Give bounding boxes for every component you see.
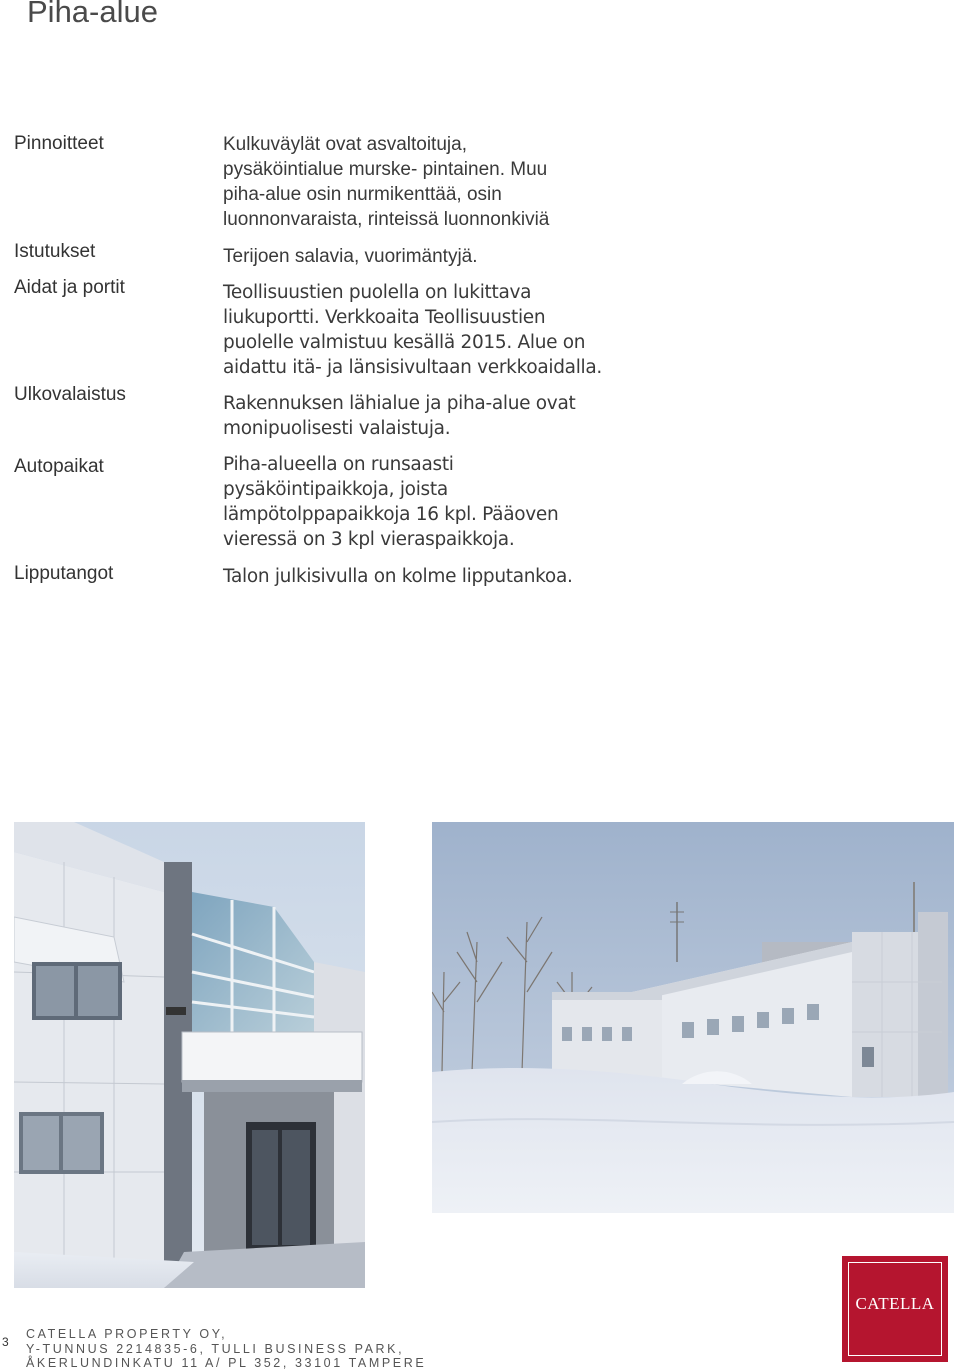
entrance-photo-illustration (14, 822, 365, 1288)
desc-line: Teollisuustien puolella on lukittava (223, 282, 532, 303)
label-ulkovalaistus: Ulkovalaistus (14, 384, 126, 405)
desc-line: Kulkuväylät ovat asvaltoituja, (223, 134, 467, 155)
footer-line-business-id: Y-TUNNUS 2214835-6, TULLI BUSINESS PARK, (26, 1341, 405, 1356)
label-lipputangot: Lipputangot (14, 563, 114, 584)
logo-text: CATELLA (855, 1294, 935, 1313)
entrance-photo (14, 822, 365, 1288)
page-number: 3 (2, 1335, 9, 1349)
desc-line: pysäköintipaikkoja, joista (223, 479, 448, 500)
footer-line-street: ÅKERLUNDINKATU 11 A/ PL 352, 33101 TAMPERE (26, 1356, 427, 1370)
desc-line: Talon julkisivulla on kolme lipputankoa. (223, 566, 573, 587)
footer-address (26, 1327, 426, 1371)
desc-line: liukuportti. Verkkoaita Teollisuustien (223, 307, 546, 328)
desc-line: pysäköintialue murske- pintainen. Muu (223, 159, 548, 180)
desc-line: piha-alue osin nurmikenttää, osin (223, 184, 502, 205)
label-autopaikat: Autopaikat (14, 456, 104, 477)
page-title: Piha-alue (27, 0, 158, 29)
catella-logo (842, 1256, 948, 1362)
snowy-building-photo-illustration (432, 822, 954, 1213)
desc-line: puolelle valmistuu kesällä 2015. Alue on (223, 332, 586, 353)
desc-line: monipuolisesti valaistuja. (223, 418, 451, 439)
desc-line: luonnonvaraista, rinteissä luonnonkiviä (223, 209, 550, 230)
desc-line: lämpötolppapaikkoja 16 kpl. Pääoven (223, 504, 559, 525)
desc-lipputangot (223, 564, 623, 589)
desc-aidat-ja-portit (223, 280, 623, 380)
desc-istutukset (223, 244, 623, 269)
desc-pinnoitteet (223, 132, 623, 232)
snowy-building-photo (432, 822, 954, 1213)
desc-line: Terijoen salavia, vuorimäntyjä. (223, 246, 478, 267)
desc-ulkovalaistus (223, 391, 623, 441)
label-pinnoitteet: Pinnoitteet (14, 133, 104, 154)
desc-line: vieressä on 3 kpl vieraspaikkoja. (223, 529, 515, 550)
label-aidat-ja-portit: Aidat ja portit (14, 277, 125, 298)
desc-autopaikat (223, 452, 623, 552)
desc-line: Rakennuksen lähialue ja piha-alue ovat (223, 393, 576, 414)
footer-line-company: CATELLA PROPERTY OY, (26, 1327, 228, 1341)
label-istutukset: Istutukset (14, 241, 96, 262)
desc-line: Piha-alueella on runsaasti (223, 454, 454, 475)
desc-line: aidattu itä- ja länsisivultaan verkkoaidalla. (223, 357, 602, 378)
